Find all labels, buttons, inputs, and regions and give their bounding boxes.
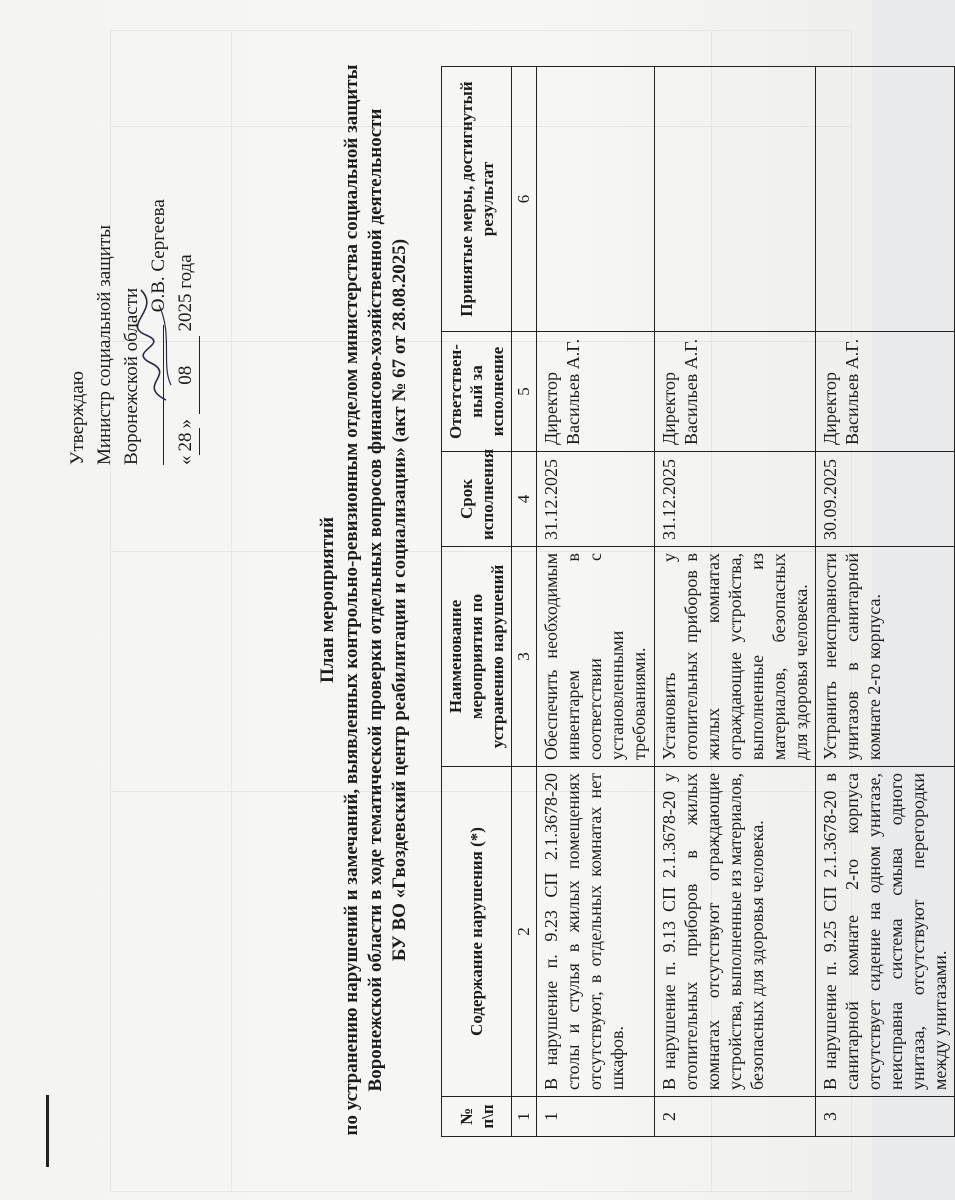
table-row <box>655 67 816 1137</box>
row-number: 2 <box>655 1097 816 1137</box>
signature-row <box>118 85 145 465</box>
deadline-date: 31.12.2025 <box>537 452 655 547</box>
title-line-4: БУ ВО «Гвоздевский центр реабилитации и социализации» (акт № 67 от 28.08.2025) <box>389 238 410 962</box>
measure-text: Устранить неисправности унитазов в санитарной комнате 2-го корпуса. <box>816 547 955 767</box>
measures-table <box>441 66 955 1137</box>
result-cell <box>537 67 655 332</box>
responsible-person: Директор Васильев А.Г. <box>655 332 816 452</box>
header-violation: Содержание нарушения (*) <box>442 767 512 1097</box>
approval-block <box>64 85 200 465</box>
signature-line-row <box>145 85 172 465</box>
measure-text: Обеспечить необходимым инвентарем в соответствии с установленными требованиями. <box>537 547 655 767</box>
approval-date <box>172 85 200 465</box>
table-header-row <box>442 67 512 1137</box>
date-day: 28 <box>172 429 200 456</box>
result-cell <box>655 67 816 332</box>
document-sheet <box>46 45 950 1155</box>
responsible-person: Директор Васильев А.Г. <box>537 332 655 452</box>
header-number: № п\п <box>442 1097 512 1137</box>
approval-region: Воронежской области <box>121 287 142 465</box>
document-title <box>316 45 412 1155</box>
signer-name: О.В. Сергеева <box>148 199 169 313</box>
deadline-date: 30.09.2025 <box>816 452 955 547</box>
responsible-person: Директор Васильев А.Г. <box>816 332 955 452</box>
title-line-2: по устранению нарушений и замечаний, выявленных контрольно-ревизионным отделом министерства социальной защиты <box>341 64 362 1136</box>
measure-text: Установить у отопительных приборов в жилых комнатах ограждающие устройства, выполненные из материалов, безопасных для здоровья человека. <box>655 547 816 767</box>
violation-text: В нарушение п. 9.23 СП 2.1.3678-20 столы и стулья в жилых помещениях отсутствуют, в отдельных комнатах нет шкафов. <box>537 767 655 1097</box>
row-number: 1 <box>537 1097 655 1137</box>
column-number-row <box>512 67 537 1137</box>
date-quote-close: » <box>175 419 196 429</box>
table-row <box>816 67 955 1137</box>
date-quote-open: « <box>175 455 196 465</box>
date-year: 2025 года <box>175 254 196 332</box>
violation-text: В нарушение п. 9.25 СП 2.1.3678-20 в санитарной комнате 2-го корпуса отсутствует сидение на одном унитазе, неисправна система смыва одного унитаза, отсутствуют перегородки между унитазами. <box>816 767 955 1097</box>
approval-position: Министр социальной защиты <box>94 224 115 465</box>
handwritten-signature <box>131 285 181 405</box>
column-number: 4 <box>512 452 537 547</box>
violation-text: В нарушение п. 9.13 СП 2.1.3678-20 у отопительных приборов в жилых комнатах отсутствуют ограждающие устройства, выполненные из материалов, безопасных для здоровья человека. <box>655 767 816 1097</box>
header-responsible: Ответствен-ный за исполнение <box>442 332 512 452</box>
title-line-1: План мероприятий <box>317 516 338 684</box>
approval-label: Утверждаю <box>67 371 88 465</box>
column-number: 2 <box>512 767 537 1097</box>
column-number: 1 <box>512 1097 537 1137</box>
date-month: 08 <box>172 336 200 414</box>
title-line-3: Воронежской области в ходе тематической проверки отдельных вопросов финансово-хозяйственной деятельности <box>365 108 386 1092</box>
header-deadline: Срок исполнения <box>442 452 512 547</box>
header-measure: Наименование мероприятия по устранению нарушений <box>442 547 512 767</box>
result-cell <box>816 67 955 332</box>
column-number: 5 <box>512 332 537 452</box>
deadline-date: 31.12.2025 <box>655 452 816 547</box>
column-number: 6 <box>512 67 537 332</box>
column-number: 3 <box>512 547 537 767</box>
header-result: Принятые меры, достигнутый результат <box>442 67 512 332</box>
table-row <box>537 67 655 1137</box>
row-number: 3 <box>816 1097 955 1137</box>
